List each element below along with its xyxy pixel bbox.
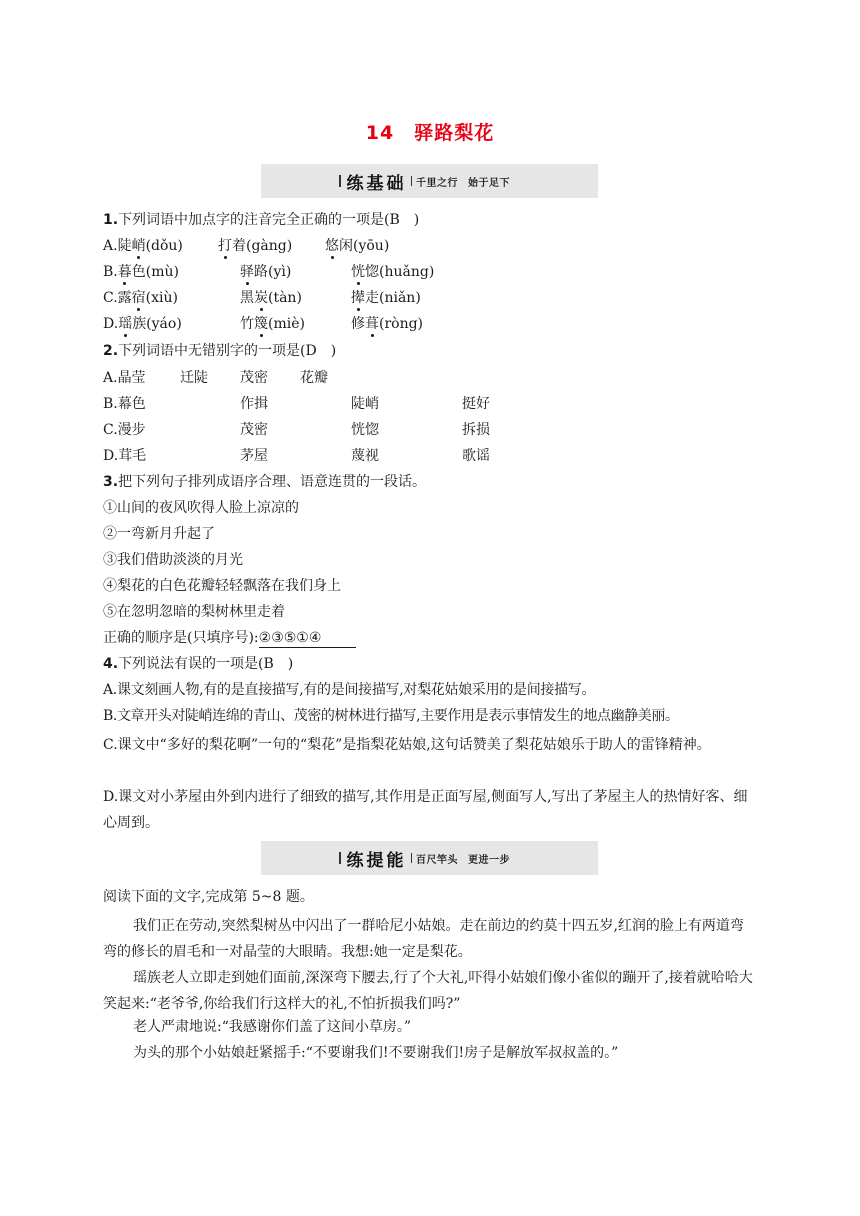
option-b-word-3: [351, 262, 434, 282]
question-text: 把下列句子排列成语序合理、语意连贯的一段话。: [118, 474, 427, 490]
word-part: (xiù): [145, 290, 178, 306]
word: 茂密: [240, 422, 268, 438]
question-3-answer-line: [103, 628, 356, 648]
option-d: D.课文对小茅屋由外到内进行了细致的描写,其作用是正面写屋,侧面写人,写出了茅屋主人的热情好客、细心周到。: [103, 789, 748, 831]
word: 幕色: [117, 396, 146, 412]
reading-paragraph-4: 为头的那个小姑娘赶紧摇手:“不要谢我们!不要谢我们!房子是解放军叔叔盖的。”: [133, 1045, 619, 1061]
banner-divider: [411, 853, 413, 863]
word: 挺好: [462, 396, 490, 412]
option-label: D.: [103, 448, 119, 464]
word: 作揖: [240, 396, 268, 412]
reading-paragraph-1: 我们正在劳动,突然梨树丛中闪出了一群哈尼小姑娘。走在前边的约莫十四五岁,红润的脸上有两道弯弯的修长的眉毛和一对晶莹的大眼睛。我想:她一定是梨花。: [103, 918, 744, 960]
option-c-word-2: [240, 288, 302, 308]
banner-sub-label: 千里之行 始于足下: [416, 177, 510, 189]
option-b: [103, 394, 146, 414]
option-d: [103, 314, 182, 334]
option-b: B.文章开头对陡峭连绵的青山、茂密的树林进行描写,主要作用是表示事情发生的地点幽静美丽。: [103, 708, 679, 724]
option-label: C.: [103, 422, 118, 438]
banner-divider: [339, 175, 341, 187]
word-part: 着(gàng): [232, 238, 293, 254]
word-part: 竹: [240, 316, 254, 332]
reading-intro: 阅读下面的文字,完成第 5~8 题。: [103, 889, 314, 905]
option-d-word-2: [240, 314, 305, 334]
option-c: [103, 288, 178, 308]
dotted-char: 宿: [131, 290, 146, 306]
option-a: [103, 236, 183, 256]
answer-blank: [259, 629, 356, 648]
section-banner-basic: [261, 164, 598, 198]
dotted-char: 暮: [117, 264, 132, 280]
word: 茅屋: [240, 448, 268, 464]
word-part: (miè): [268, 316, 305, 332]
word: 陡峭: [351, 396, 379, 412]
option-label: C.: [103, 290, 118, 306]
question-4-stem: [103, 654, 293, 674]
option-a: A.课文刻画人物,有的是直接描写,有的是间接描写,对梨花姑娘采用的是间接描写。: [103, 682, 596, 698]
word: 拆损: [462, 422, 490, 438]
option-a-word-3: [325, 236, 389, 256]
dotted-char: 撵: [351, 290, 365, 306]
word-part: 色(mù): [131, 264, 179, 280]
banner-divider: [339, 852, 341, 864]
dotted-char: 悠: [325, 238, 339, 254]
question-number: 4.: [103, 656, 119, 672]
word: 茂密: [240, 370, 268, 386]
answer-prompt: 正确的顺序是(只填序号):: [103, 630, 259, 646]
option-label: A.: [103, 370, 118, 386]
word-part: 走(niǎn): [365, 290, 421, 306]
question-text: 下列词语中无错别字的一项是(D ): [118, 343, 337, 359]
word-part: 修: [351, 316, 365, 332]
question-3-stem: [103, 472, 426, 492]
sentence-3: ③我们借助淡淡的月光: [103, 552, 243, 568]
option-a-word-2: [218, 236, 292, 256]
sentence-2: ②一弯新月升起了: [103, 526, 215, 542]
option-d-word-3: [351, 314, 423, 334]
question-text: 下列说法有误的一项是(B ): [118, 656, 294, 672]
sentence-4: ④梨花的白色花瓣轻轻飘落在我们身上: [103, 578, 341, 594]
question-2-stem: [103, 341, 336, 361]
section-banner-advanced: [261, 841, 598, 875]
word: 漫步: [117, 422, 146, 438]
word: 蔑视: [351, 448, 379, 464]
word: 晶莹: [117, 370, 146, 386]
banner-sub-label: 百尺竿头 更进一步: [416, 854, 510, 866]
question-number: 3.: [103, 474, 119, 490]
word-part: 陡: [117, 238, 132, 254]
word: 恍惚: [351, 422, 379, 438]
dotted-char: 炭: [254, 290, 268, 306]
lesson-title: 14 驿路梨花: [365, 122, 495, 144]
dotted-char: 恍: [351, 264, 365, 280]
option-label: A.: [103, 238, 118, 254]
word-part: (ròng): [379, 316, 424, 332]
sentence-1: ①山间的夜风吹得人脸上凉凉的: [103, 500, 299, 516]
option-a: [103, 368, 146, 388]
option-label: B.: [103, 264, 118, 280]
dotted-char: 篾: [254, 316, 268, 332]
reading-paragraph-3: 老人严肃地说:“我感谢你们盖了这间小草房。”: [133, 1019, 412, 1035]
option-label: B.: [103, 396, 118, 412]
question-number: 1.: [103, 212, 119, 228]
banner-divider: [411, 176, 413, 186]
question-number: 2.: [103, 343, 119, 359]
word-part: (tàn): [268, 290, 302, 306]
word: 歌谣: [462, 448, 490, 464]
option-d: [103, 446, 146, 466]
word: 花瓣: [300, 370, 328, 386]
word-part: 惚(huǎng): [365, 264, 435, 280]
word-part: 族(yáo): [132, 316, 182, 332]
question-text: 下列词语中加点字的注音完全正确的一项是(B ): [118, 212, 420, 228]
question-1-stem: [103, 210, 419, 230]
reading-paragraph-2: 瑶族老人立即走到她们面前,深深弯下腰去,行了个大礼,吓得小姑娘们像小雀似的蹦开了,接着就哈哈大笑起来:“老爷爷,你给我们行这样大的礼,不怕折损我们吗?”: [103, 970, 753, 1012]
dotted-char: 葺: [365, 316, 379, 332]
option-c: [103, 420, 146, 440]
word-part: 黑: [240, 290, 254, 306]
dotted-char: 峭: [131, 238, 146, 254]
banner-main-label: 练基础: [346, 173, 407, 194]
option-b-word-2: [240, 262, 291, 282]
option-b: [103, 262, 179, 282]
word-part: (dǒu): [145, 238, 183, 254]
word: 迁陡: [180, 370, 208, 386]
dotted-char: 驿: [240, 264, 254, 280]
word-part: 露: [117, 290, 132, 306]
banner-main-label: 练提能: [346, 850, 407, 871]
word-part: 路(yì): [254, 264, 292, 280]
dotted-char: 瑶: [118, 316, 133, 332]
answer-text: ②③⑤①④: [258, 630, 322, 646]
option-c: C.课文中“多好的梨花啊”一句的“梨花”是指梨花姑娘,这句话赞美了梨花姑娘乐于助人的雷锋精神。: [103, 737, 711, 753]
option-c-word-3: [351, 288, 421, 308]
word: 茸毛: [118, 448, 147, 464]
option-label: D.: [103, 316, 119, 332]
dotted-char: 打: [218, 238, 232, 254]
sentence-5: ⑤在忽明忽暗的梨树林里走着: [103, 604, 285, 620]
word-part: 闲(yōu): [339, 238, 390, 254]
